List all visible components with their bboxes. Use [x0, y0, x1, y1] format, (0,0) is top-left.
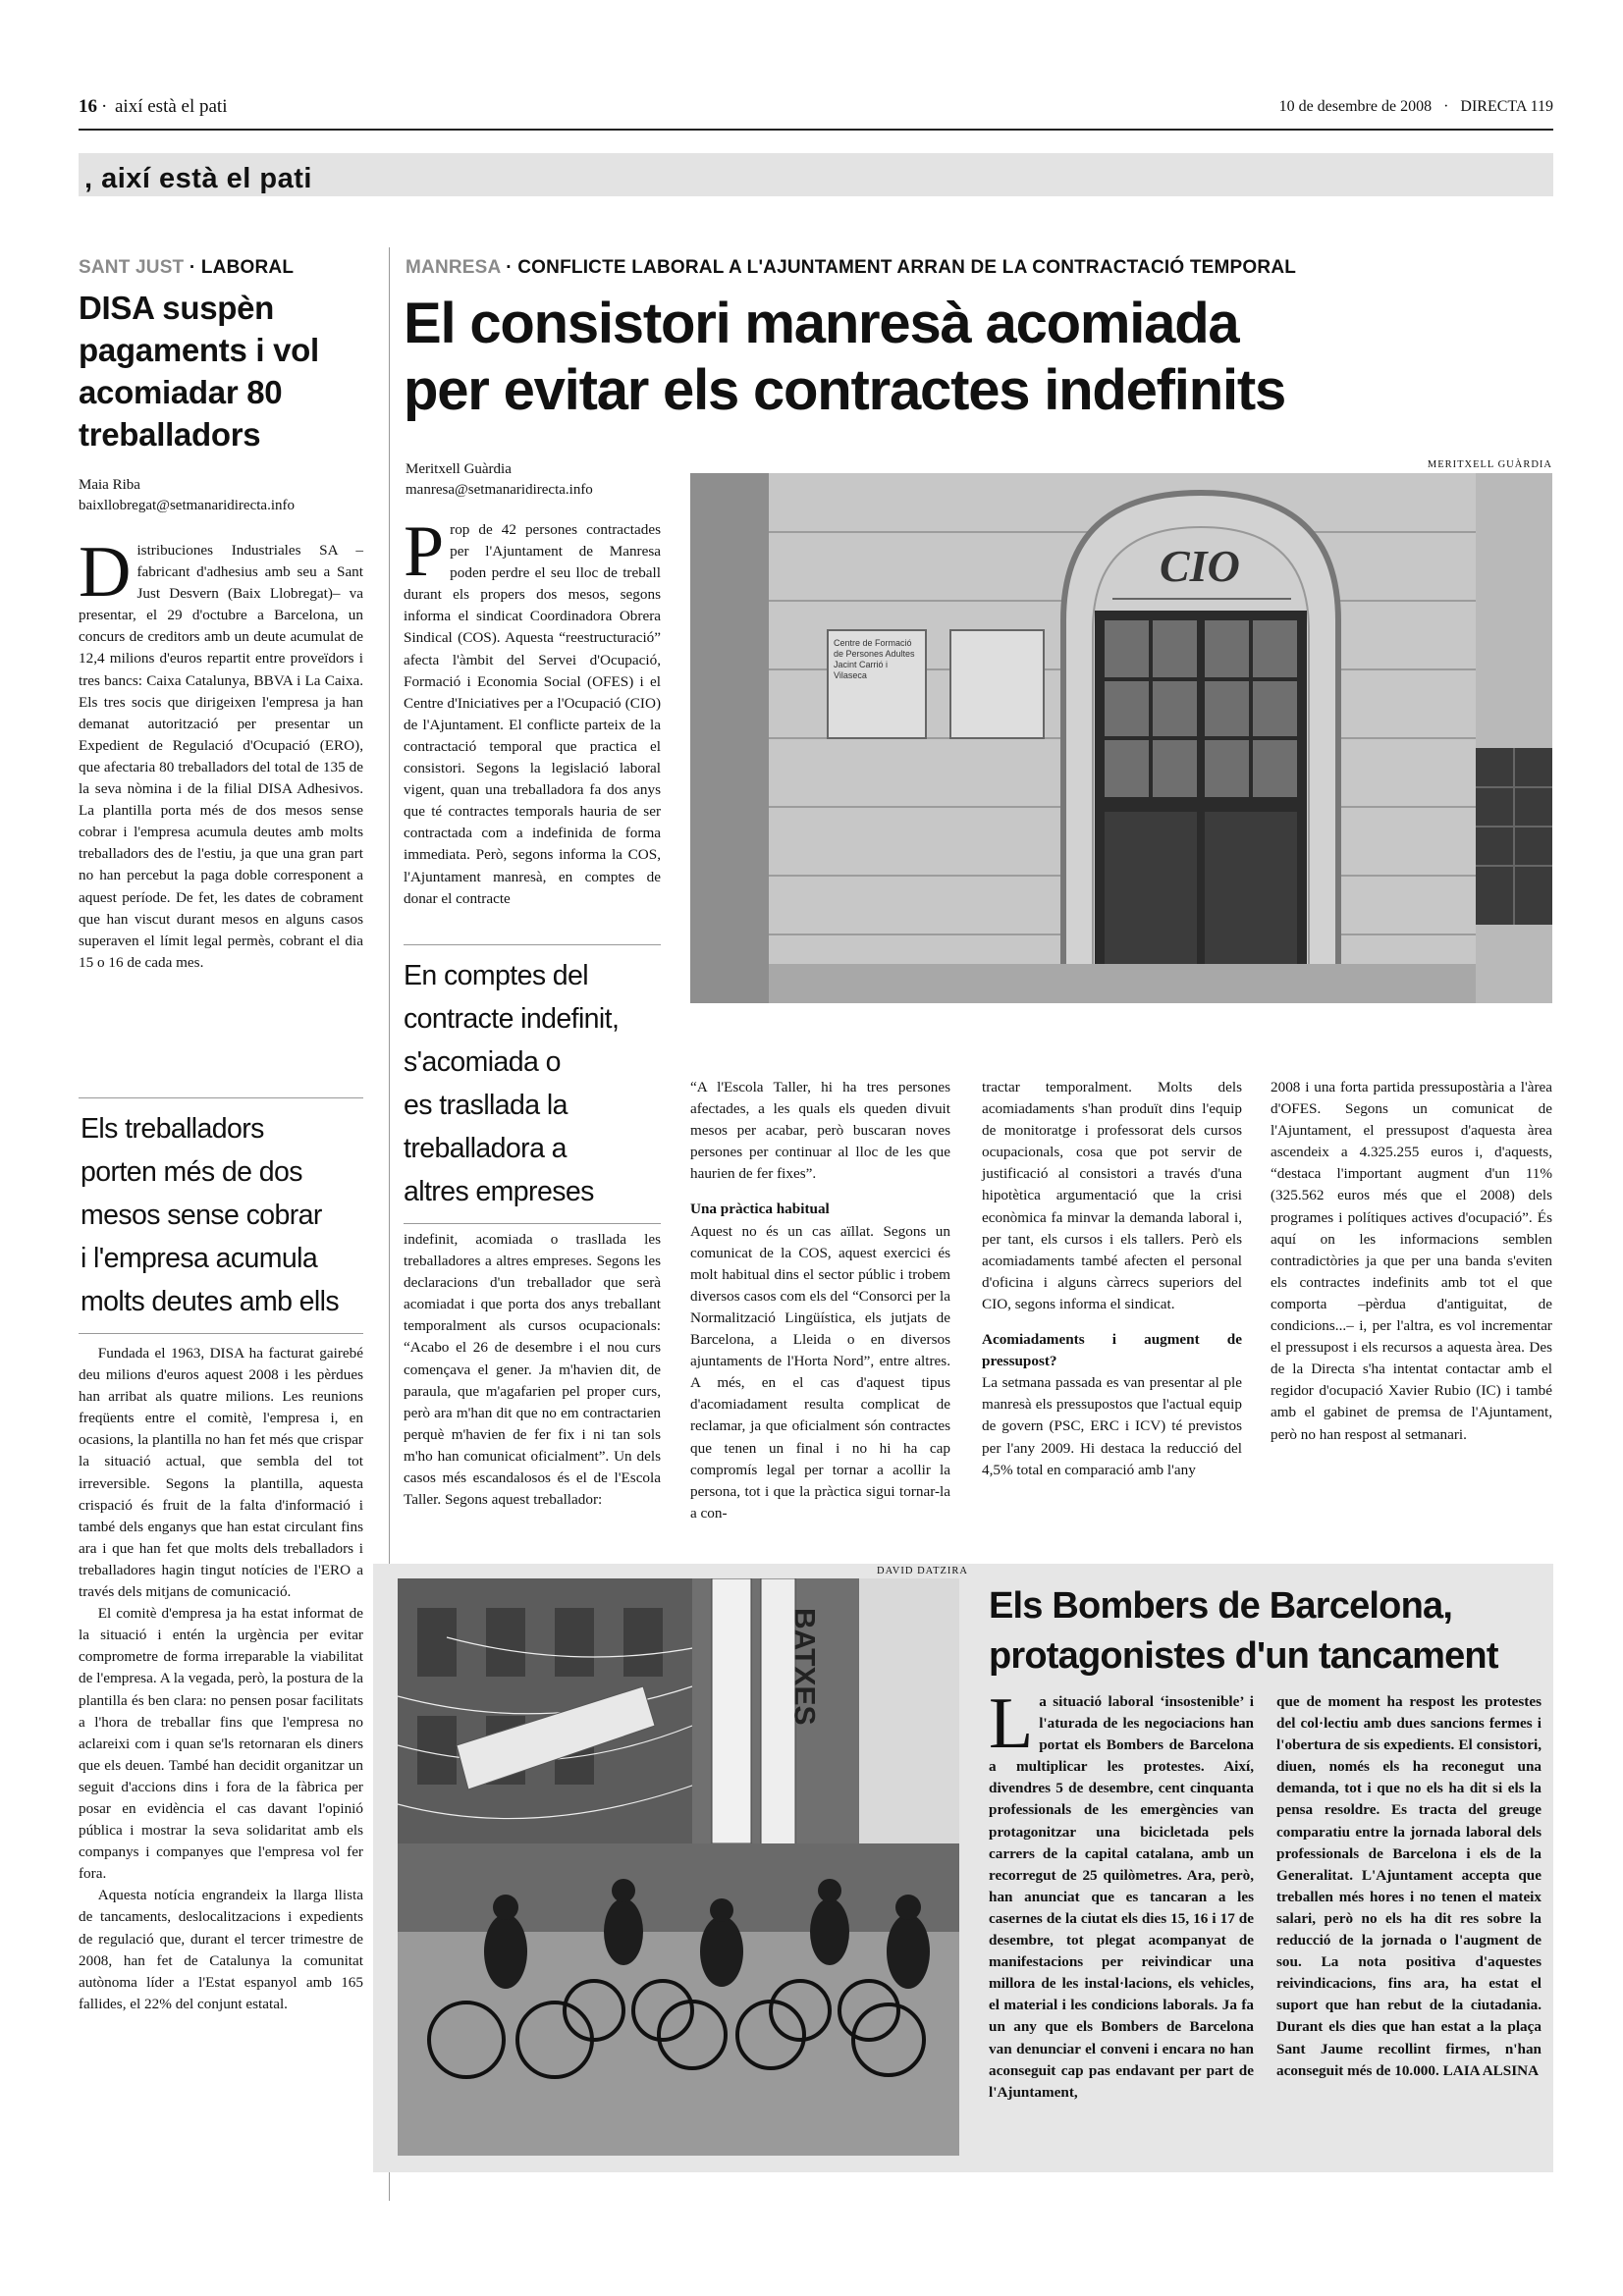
main-email[interactable]: manresa@setmanaridirecta.info: [406, 482, 593, 498]
left-email[interactable]: baixllobregat@setmanaridirecta.info: [79, 498, 295, 513]
main-col4-text: 2008 i una forta partida pressupostària a l'àrea d'OFES. Segons un comunicat de l'Ajuntament, el pressupost d'aquesta àrea ascendeix a 4.325.255 euros i, d'aquests, “destaca l'important augment d'un 11% (325.562 euros més que el 2008) dels programes i polítiques actives d'ocupació”. És aquí on les informacions semblen contradictòries ja que per una banda s'eviten els contractes indefinits amb tot el que comporta –pèrdua d'antiguitat, de condicions...– i, per l'altra, es vol incrementar el pressupost i els recursos a aquesta àrea. Des de la Directa s'ha intentat contactar amb el regidor d'ocupació Xavier Rubio (IC) i també amb el gabinet de premsa de l'Ajuntament, però no han respost al setmanari.: [1271, 1079, 1552, 1443]
left-pullquote-line: mesos sense cobrar: [81, 1200, 322, 1231]
left-intro: [79, 532, 363, 974]
section-banner-title: , així està el pati: [84, 163, 312, 194]
main-photo: [690, 473, 1552, 1003]
main-pullquote-line: treballadora a: [404, 1133, 567, 1164]
header-separator: ·: [101, 96, 108, 117]
main-headline-line: per evitar els contractes indefinits: [404, 358, 1286, 422]
page-number: 16: [79, 96, 97, 117]
main-pullquote-line: contracte indefinit,: [404, 1003, 620, 1035]
main-pullquote: [404, 954, 664, 1213]
left-pullquote-line: porten més de dos: [81, 1156, 302, 1188]
main-kicker: MANRESA · CONFLICTE LABORAL A L'AJUNTAMENT ARRAN DE LA CONTRACTACIÓ TEMPORAL: [406, 257, 1297, 278]
left-paragraph: Fundada el 1963, DISA ha facturat gairebé deu milions d'euros aquest 2008 i les pèrdues han arribat als quatre milions. Les reunions freqüents entre el comitè, l'empresa i, en ocasions, la plantilla no han fet més que crispar la situació actual, que sembla del tot irreversible. Segons la plantilla, aquesta crispació és fruit de la falta d'informació i també dels enganys que han estat circulant fins ara i que han fet que molts dels treballadors i treballadores hagin tingut notícies de l'ERO a través dels mitjans de comunicació.: [79, 1345, 363, 1601]
box-col2-text: que de moment ha respost les protestes del col·lectiu amb dues sancions fermes i l'obertura de sis expedients. El consistori, diuen, només els ha reconegut una demanda, tot i que no els ha dit si els la pensa resoldre. Es tracta del greuge comparatiu entre la jornada laboral dels professionals de Barcelona i els de la Generalitat. L'Ajuntament accepta que treballen més hores i no tenen el mateix salari, però no els ha dit res sobre la reducció de la jornada o l'augment de sou. La nota positiva d'aquestes reivindicacions, fins ara, ha estat el suport que han rebut de la ciutadania. Durant els dies que han estat a la plaça Sant Jaume recollint firmes, n'han aconseguit més de 10.000.: [1276, 1693, 1542, 2079]
page-header: [79, 96, 1553, 128]
main-col3-text: tractar temporalment. Molts dels acomiadaments s'han produït dins l'equip de monitoratge i professorat dels cursos ocupacionals, cosa que pot servir de justificació al consistori a través d'una hipotètica argumentació que la crisi econòmica fa minvar la demanda laboral i, per tant, els cursos i els tallers. Però els acomiadaments també afecten el personal d'oficina i alguns càrrecs superiors del CIO, segons informa el sindicat.: [982, 1079, 1242, 1312]
section-banner: [79, 153, 1553, 196]
left-headline-line: treballadors: [79, 416, 261, 453]
main-col2-text: “A l'Escola Taller, hi ha tres persones afectades, a les quals els queden divuit mesos per acabar, però buscaran noves persones per continuar al lloc de les que haurien de fer fixes”.: [690, 1079, 950, 1183]
main-col3-subhead: Acomiadaments i augment de pressupost?: [982, 1331, 1242, 1370]
box-headline-line: protagonistes d'un tancament: [989, 1635, 1498, 1677]
main-col2: [690, 1077, 950, 1524]
main-pullquote-line: En comptes del: [404, 960, 589, 991]
photo-sign-text: CIO: [1160, 541, 1240, 591]
left-headline-line: pagaments i vol: [79, 332, 319, 368]
left-pullquote-line: i l'empresa acumula: [81, 1243, 318, 1274]
box-photo: [398, 1578, 959, 2156]
box-col1-text: a situació laboral ‘insostenible’ i l'aturada de les negociacions han portat els Bombers de Barcelona a multiplicar les protestes. Així, divendres 5 de desembre, cent cinquanta professionals de les emergències van protagonitzar una bicicletada pels carrers de la capital catalana, amb un recorregut de 25 quilòmetres. Ara, però, han anunciat que es tancaran a les casernes de la ciutat els dies 15, 16 i 17 de desembre, tot plegat acompanyat de manifestacions per reivindicar una millora de les instal·lacions, els vehicles, el material i les condicions laborals. Ja fa un any que els Bombers de Barcelona van denunciar el conveni i encara no han aconseguit cap pas endavant per part de l'Ajuntament,: [989, 1693, 1254, 2101]
main-col1-text: rop de 42 persones contractades per l'Ajuntament de Manresa poden perdre el seu lloc de treball durant els propers dos mesos, segons informa el sindicat Coordinadora Obrera Sindical (COS). Aquesta “reestructuració” afecta l'àmbit del Servei d'Ocupació, Formació i Economia Social (OFES) i el Centre d'Iniciatives per a l'Ocupació (CIO) de l'Ajuntament. El conflicte parteix de la contractació temporal que practica el consistori. Segons la legislació laboral vigent, quan una treballadora fa dos anys que té contractes temporals hauria de ser contractada com a indefinida de forma immediata. Però, segons informa la COS, l'Ajuntament manresà, en comptes de donar el contracte: [404, 521, 661, 907]
main-location: MANRESA: [406, 257, 501, 278]
photo-plaque-text: Centre de Formació de Persones Adultes Jacint Carrió i Vilaseca: [834, 638, 915, 680]
main-topic: CONFLICTE LABORAL A L'AJUNTAMENT ARRAN DE LA CONTRACTACIÓ TEMPORAL: [517, 257, 1297, 278]
left-paragraph: El comitè d'empresa ja ha estat informat de la situació i entén la urgència per evitar comprometre de forma irreparable la viabilitat de l'empresa. A la vegada, però, la postura de la plantilla és ben clara: no pensen posar facilitats a l'hora de treballar fins que l'empresa no aclareixi com i quan se'ls retornaran els diners que els deuen. També han decidit organitzar un seguit d'accions dins i fora de la fàbrica per posar en evidència el cas davant l'opinió pública i mostrar la seva solidaritat amb els companys i companyes que l'empresa vol fer fora.: [79, 1605, 363, 1883]
left-location: SANT JUST: [79, 257, 185, 278]
main-col1-cont: [404, 1229, 661, 1511]
main-pullquote-line: es trasllada la: [404, 1090, 568, 1121]
main-byline: [406, 459, 671, 501]
box-dropcap: L: [989, 1683, 1034, 1764]
main-dropcap: P: [404, 511, 445, 592]
header-rule: [79, 129, 1553, 131]
header-date: 10 de desembre de 2008: [1278, 98, 1433, 115]
header-right: 10 de desembre de 2008 · DIRECTA 119: [1278, 98, 1553, 115]
main-col2-subhead: Una pràctica habitual: [690, 1201, 830, 1218]
left-headline-line: acomiadar 80: [79, 374, 283, 410]
left-paragraph: Aquesta notícia engrandeix la llarga llista de tancaments, deslocalitzacions i expedients de regulació que, durant el tercer trimestre de 2008, han fet de Catalunya la comunitat autònoma líder a l'Estat espanyol amb 165 fallides, el 22% del conjunt estatal.: [79, 1887, 363, 2012]
main-col2-text2: Aquest no és un cas aïllat. Segons un comunicat de la COS, aquest exercici és molt habitual dins el sector públic i trobem diversos casos com els del “Consorci per la Normalització Lingüística, els jutjats de Barcelona, a Lleida o en diversos ajuntaments de l'Horta Nord”, entre altres. A més, en el cas d'aquest tipus d'acomiadament resulta complicat de reclamar, ja que oficialment són contractes que tenen un final i no hi ha cap compromís legal per tornar a acollir la persona, tot i que la pràctica sigui tornar-la a con-: [690, 1222, 950, 1522]
box-photo-credit: DAVID DATZIRA: [877, 1566, 969, 1576]
left-dropcap: D: [79, 532, 132, 613]
box-signature: LAIA ALSINA: [1442, 2061, 1540, 2079]
building-entrance-image: [690, 473, 1552, 1003]
left-headline-line: DISA suspèn: [79, 290, 275, 326]
main-col3-text2: La setmana passada es van presentar al ple manresà els pressupostos que l'actual equip de govern (PSC, ERC i ICV) té previstos per l'any 2009. Hi destaca la reducció del 4,5% total en comparació amb l'any: [982, 1374, 1242, 1478]
main-col3: [982, 1077, 1242, 1481]
main-pullquote-rule-top: [404, 944, 661, 945]
main-headline-line: El consistori manresà acomiada: [404, 292, 1239, 355]
box-col1: [989, 1683, 1254, 2104]
left-topic: LABORAL: [200, 257, 295, 278]
box-col2: [1276, 1691, 1542, 2082]
box-headline: [989, 1581, 1548, 1682]
left-pullquote-rule-bottom: [79, 1333, 363, 1334]
header-publication: DIRECTA 119: [1460, 98, 1553, 115]
main-author: Meritxell Guàrdia: [406, 461, 512, 477]
left-intro-text: istribuciones Industriales SA –fabricant d'adhesius amb seu a Sant Just Desvern (Baix Llobregat)– va presentar, el 29 d'octubre a Barcelona, un concurs de creditors amb un deute acumulat de 12,4 milions d'euros repartit entre proveïdors i tres bancs: Caixa Catalunya, BBVA i La Caixa. Els tres socis que dirigeixen l'empresa ja han demanat autorització per presentar un Expedient de Regulació d'Ocupació (ERO), que afectaria 80 treballadors del total de 135 de la seva nòmina i de la filial DISA Adhesivos. La plantilla porta més de dos mesos sense cobrar i l'empresa acumula deutes amb molts treballadors des de l'estiu, ja que una gran part no han percebut la paga doble corresponent a aquest període. De fet, les dates de cobrament que han viscut durant mesos en alguns casos superaven el límit legal permès, cobrant el dia 15 o 16 de cada mes.: [79, 542, 363, 971]
main-col4: [1271, 1077, 1552, 1446]
main-headline: [404, 291, 1552, 424]
left-pullquote-line: molts deutes amb ells: [81, 1286, 340, 1317]
left-article: [79, 257, 363, 974]
main-col1: [404, 511, 661, 910]
left-byline: [79, 475, 363, 516]
left-body: [79, 1343, 363, 2015]
main-pullquote-rule-bottom: [404, 1223, 661, 1224]
firefighters-bike-protest-image: [398, 1578, 959, 2156]
main-pullquote-line: altres empreses: [404, 1176, 594, 1207]
main-photo-credit: MERITXELL GUÀRDIA: [1427, 459, 1552, 470]
main-col1-cont-text: indefinit, acomiada o trasllada les treballadores a altres empreses. Segons les declaracions d'un treballador que serà acomiadat i que porta dos anys treballant temporalment als cursos ocupacionals: “Acabo el 26 de desembre i el nou curs començava el gener. Ja m'havien dit, de paraula, que m'agafarien pel proper curs, però ara m'han dit que no em contractarien perquè m'havien de fer fix i ni tan sols m'ho han comunicat oficialment”. Un dels casos més escandalosos és el de l'Escola Taller. Segons aquest treballador:: [404, 1231, 661, 1509]
box-headline-line: Els Bombers de Barcelona,: [989, 1585, 1453, 1627]
left-author: Maia Riba: [79, 477, 140, 493]
left-pullquote-line: Els treballadors: [81, 1113, 264, 1145]
left-kicker: SANT JUST · LABORAL: [79, 257, 295, 278]
header-section: així està el pati: [115, 96, 228, 117]
banner-text: BATXES: [787, 1608, 821, 1726]
left-pullquote: [81, 1107, 365, 1323]
main-pullquote-line: s'acomiada o: [404, 1046, 561, 1078]
left-pullquote-rule-top: [79, 1097, 363, 1098]
left-headline: [79, 287, 363, 455]
